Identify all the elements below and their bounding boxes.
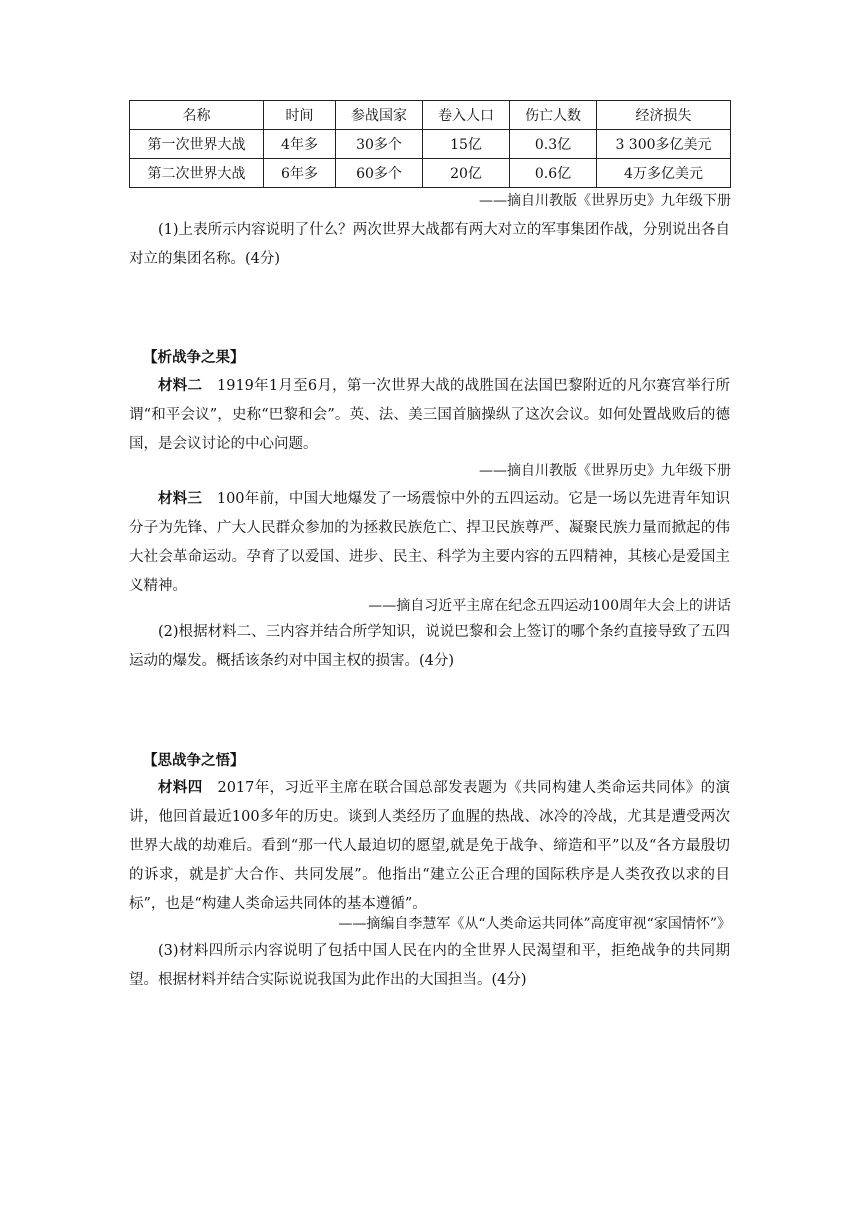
table-cell: 4年多: [264, 130, 336, 159]
material-4-source: ——摘编自李慧军《从“人类命运共同体”高度审视“家国情怀”》: [338, 916, 731, 932]
table-cell: 0.6亿: [510, 159, 597, 188]
material-2-source: ——摘自川教版《世界历史》九年级下册: [479, 463, 731, 479]
question-1: (1)上表所示内容说明了什么？两次世界大战都有两大对立的军事集团作战，分别说出各自对立的集团名称。(4分): [129, 222, 730, 267]
table-cell: 6年多: [264, 159, 336, 188]
header-casualties: 伤亡人数: [510, 101, 597, 130]
table-row: [130, 159, 731, 188]
material-2-text: 1919年1月至6月，第一次世界大战的战胜国在法国巴黎附近的凡尔赛宫举行所谓“和平会议”，史称“巴黎和会”。英、法、美三国首脑操纵了这次会议。如何处置战败后的德国，是会议讨论的中心问题。: [129, 378, 731, 452]
table-cell: 15亿: [423, 130, 510, 159]
header-name: 名称: [130, 101, 264, 130]
question-3: (3)材料四所示内容说明了包括中国人民在内的全世界人民渴望和平，拒绝战争的共同期望。根据材料并结合实际说说我国为此作出的大国担当。(4分): [129, 943, 730, 988]
table-cell: 第二次世界大战: [130, 159, 264, 188]
table-cell: 30多个: [336, 130, 423, 159]
material-2: [129, 371, 730, 459]
material-3-label: 材料三: [158, 490, 203, 507]
material-3: [129, 484, 730, 601]
material-4: [129, 773, 730, 919]
material-4-label: 材料四: [158, 779, 203, 796]
question-2: (2)根据材料二、三内容并结合所学知识，说说巴黎和会上签订的哪个条约直接导致了五四运动的爆发。概括该条约对中国主权的损害。(4分): [129, 624, 730, 669]
header-countries: 参战国家: [336, 101, 423, 130]
table-cell: 3 300多亿美元: [597, 130, 731, 159]
material-4-text: 2017年，习近平主席在联合国总部发表题为《共同构建人类命运共同体》的演讲，他回首最近100多年的历史。谈到人类经历了血腥的热战、冰冷的冷战，尤其是遭受两次世界大战的劫难后。看到“那一代人最迫切的愿望,就是免于战争、缔造和平”以及“各方最殷切的诉求，就是扩大合作、共同发展”。他指出“建立公正合理的国际秩序是人类孜孜以求的目标”，也是“构建人类命运共同体的基本遵循”。: [129, 780, 731, 912]
table-cell: 60多个: [336, 159, 423, 188]
section-heading-results: 【析战争之果】: [143, 349, 245, 366]
table-cell: 20亿: [423, 159, 510, 188]
header-duration: 时间: [264, 101, 336, 130]
material-2-label: 材料二: [158, 377, 203, 394]
table-source: ——摘自川教版《世界历史》九年级下册: [479, 193, 731, 209]
table-cell: 4万多亿美元: [597, 159, 731, 188]
material-3-source: ——摘自习近平主席在纪念五四运动100周年大会上的讲话: [368, 598, 731, 614]
material-3-text: 100年前，中国大地爆发了一场震惊中外的五四运动。它是一场以先进青年知识分子为先锋、广大人民群众参加的为拯救民族危亡、捍卫民族尊严、凝聚民族力量而掀起的伟大社会革命运动。孕育了以爱国、进步、民主、科学为主要内容的五四精神，其核心是爱国主义精神。: [129, 491, 731, 594]
war-comparison-table: [129, 100, 731, 188]
header-population: 卷入人口: [423, 101, 510, 130]
table-row: [130, 130, 731, 159]
section-heading-insights: 【思战争之悟】: [143, 752, 245, 769]
table-cell: 0.3亿: [510, 130, 597, 159]
table-cell: 第一次世界大战: [130, 130, 264, 159]
table-header-row: [130, 101, 731, 130]
header-economic-loss: 经济损失: [597, 101, 731, 130]
